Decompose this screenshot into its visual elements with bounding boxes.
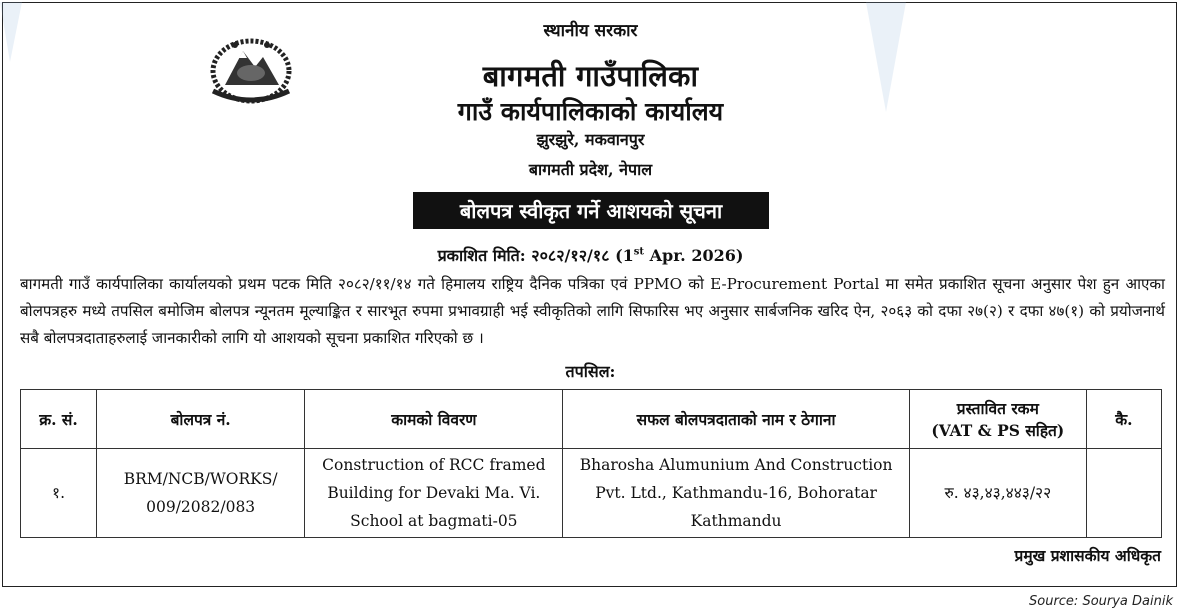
header-bidder: सफल बोलपत्रदाताको नाम र ठेगाना bbox=[563, 390, 909, 449]
header-amount-line1: प्रस्तावित रकम bbox=[956, 399, 1039, 418]
cell-work-desc-line2: Building for Devaki Ma. Vi. bbox=[327, 484, 541, 502]
header-bid-no: बोलपत्र नं. bbox=[97, 390, 305, 449]
header-amount-line2: (VAT & PS सहित) bbox=[931, 421, 1065, 440]
office-title: गाउँ कार्यपालिकाको कार्यालय bbox=[457, 97, 724, 126]
notice-title: बोलपत्र स्वीकृत गर्ने आशयको सूचना bbox=[413, 192, 769, 229]
cell-bidder-line1: Bharosha Alumunium And Construction bbox=[579, 456, 893, 474]
header-remarks: कै. bbox=[1086, 390, 1161, 449]
local-government-heading: स्थानीय सरकार bbox=[543, 21, 638, 41]
cell-work-desc-line1: Construction of RCC framed bbox=[322, 456, 546, 474]
publication-date-sup: st bbox=[633, 246, 645, 258]
cell-bidder-line2: Pvt. Ltd., Kathmandu-16, Bohoratar bbox=[595, 484, 877, 502]
schedule-title: तपसिल: bbox=[565, 362, 616, 381]
publication-date-rest: Apr. 2026) bbox=[644, 246, 744, 265]
province-line: बागमती प्रदेश, नेपाल bbox=[528, 160, 653, 179]
publication-date-label: प्रकाशित मिति: २०८२/१२/१८ (1 bbox=[437, 246, 634, 265]
cell-remarks bbox=[1086, 449, 1161, 538]
table-row bbox=[21, 449, 1162, 538]
rural-municipality-title: बागमती गाउँपालिका bbox=[482, 59, 699, 93]
cell-bid-no-line2: 009/2082/083 bbox=[146, 498, 256, 516]
header-sn: क्र. सं. bbox=[21, 390, 97, 449]
cell-work-desc-line3: School at bagmati-05 bbox=[350, 512, 518, 530]
tender-table bbox=[20, 389, 1162, 538]
signatory: प्रमुख प्रशासकीय अधिकृत bbox=[1014, 546, 1161, 565]
source-credit: Source: Sourya Dainik bbox=[1029, 594, 1173, 609]
cell-bid-no-line1: BRM/NCB/WORKS/ bbox=[123, 470, 278, 488]
header-amount bbox=[909, 390, 1086, 449]
header-work-desc: कामको विवरण bbox=[305, 390, 563, 449]
cell-sn: १. bbox=[21, 449, 97, 538]
cell-work-desc bbox=[305, 449, 563, 538]
cell-bid-no bbox=[97, 449, 305, 538]
publication-date bbox=[0, 244, 1181, 266]
cell-bidder-line3: Kathmandu bbox=[690, 512, 782, 530]
cell-amount: रु. ४३,४३,४४३/२२ bbox=[909, 449, 1086, 538]
cell-bidder bbox=[563, 449, 909, 538]
table-header-row bbox=[21, 390, 1162, 449]
notice-body: बागमती गाउँ कार्यपालिका कार्यालयको प्रथम पटक मिति २०८२/११/१४ गते हिमालय राष्ट्रिय दैनिक पत्रिका एवं PPMO को E-Procurement Portal मा समेत प्रकाशित सूचना अनुसार पेश हुन आएका बोलपत्रहरु मध्ये तपसिल बमोजिम बोलपत्र न्यूनतम मूल्याङ्कित र सारभूत रुपमा प्रभावग्राही भई स्वीकृतिको लागि सिफारिस भए अनुसार सार्बजनिक खरिद ऐन, २०६३ को दफा २७(२) र दफा ४७(१) को प्रयोजनार्थ सबै बोलपत्रदाताहरुलाई जानकारीको लागि यो आशयको सूचना प्रकाशित गरिएको छ । bbox=[20, 275, 1165, 347]
office-address: झुरझुरे, मकवानपुर bbox=[536, 130, 645, 149]
